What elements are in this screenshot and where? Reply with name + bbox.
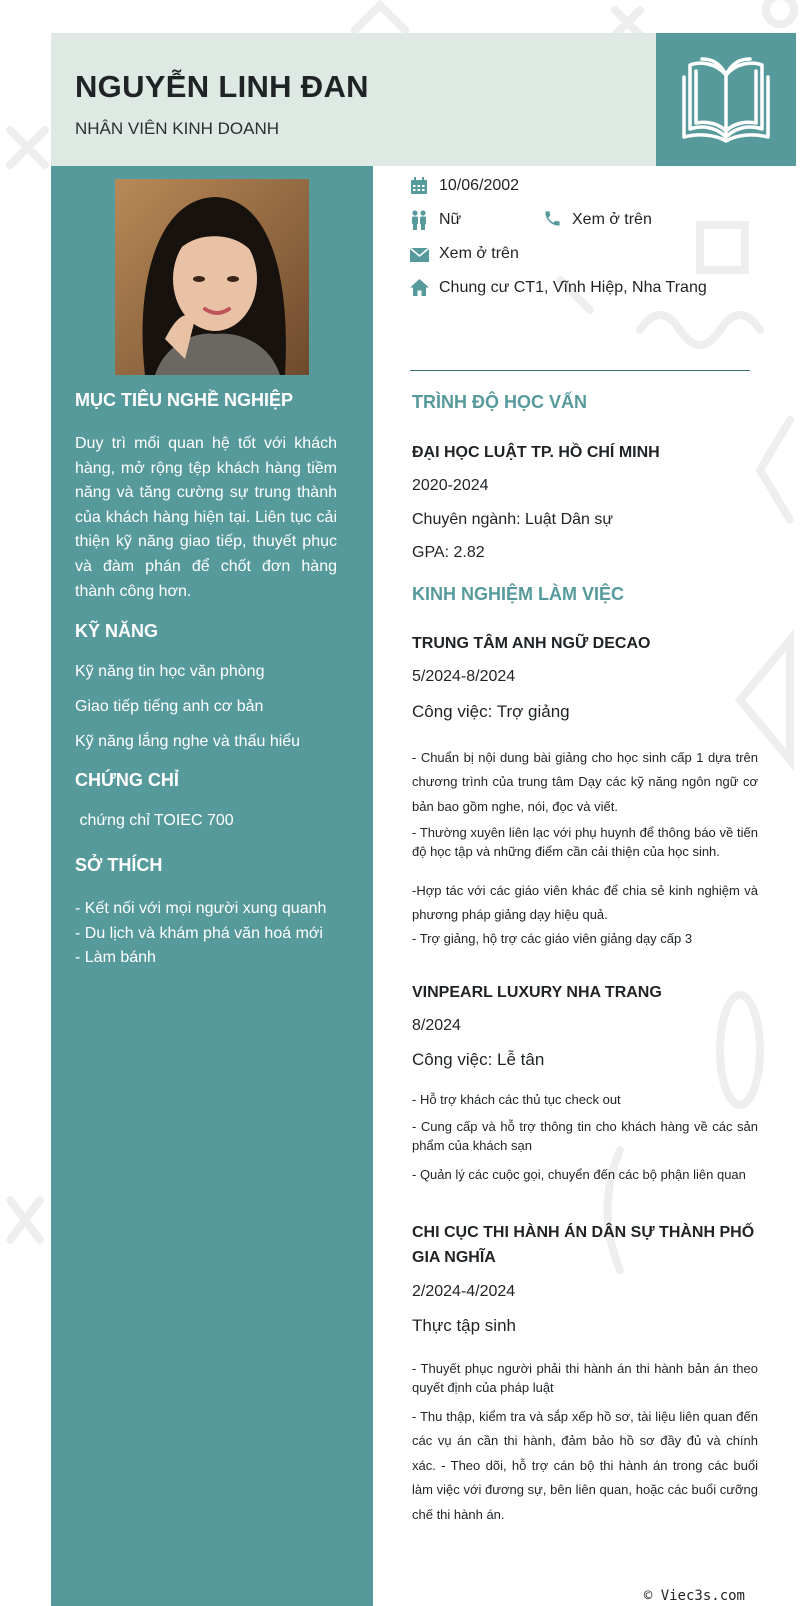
gender: Nữ (439, 211, 462, 228)
job-role: Thực tập sinh (412, 1316, 516, 1335)
job-duty: - Thuyết phục người phải thi hành án thi hành bản án theo quyết định của pháp luật (412, 1361, 758, 1395)
envelope-icon (410, 248, 429, 262)
calendar-icon (410, 177, 428, 195)
objective-heading: MỤC TIÊU NGHỀ NGHIỆP (75, 390, 294, 410)
book-icon-box (656, 33, 796, 166)
job-organization: VINPEARL LUXURY NHA TRANG (412, 984, 662, 1001)
contact-divider (410, 370, 750, 371)
hobbies-text: - Kết nối với mọi người xung quanh - Du lịch và khám phá văn hoá mới - Làm bánh (75, 900, 327, 967)
job-period: 8/2024 (412, 1017, 461, 1034)
job-duty: -Hợp tác với các giáo viên khác để chia sẻ kinh nghiệm và phương pháp giảng dạy hiệu quả. (412, 883, 758, 923)
education-heading: TRÌNH ĐỘ HỌC VẤN (412, 392, 587, 412)
skill-item: Giao tiếp tiếng anh cơ bản (75, 698, 264, 715)
hobbies-heading: SỞ THÍCH (75, 855, 163, 875)
watermark-footer: © Viec3s.com (643, 1588, 745, 1604)
job-organization: TRUNG TÂM ANH NGỮ DECAO (412, 635, 651, 652)
people-icon (410, 210, 428, 230)
education-major: Chuyên ngành: Luật Dân sự (412, 511, 614, 528)
certificates-heading: CHỨNG CHỈ (75, 770, 179, 790)
job-organization: CHI CỤC THI HÀNH ÁN DÂN SỰ THÀNH PHỐ GIA NGHĨA (412, 1224, 755, 1266)
certificate-item: chứng chỉ TOIEC 700 (75, 812, 234, 829)
job-role: Công việc: Trợ giảng (412, 702, 570, 721)
job-duty: - Cung cấp và hỗ trợ thông tin cho khách hàng về các sản phẩm của khách sạn (412, 1119, 758, 1153)
email-value: Xem ở trên (439, 245, 519, 262)
sidebar (51, 166, 373, 1606)
job-role: Công việc: Lễ tân (412, 1050, 545, 1069)
job-duty: - Trợ giảng, hộ trợ các giáo viên giảng dạy cấp 3 (412, 931, 693, 946)
job-period: 5/2024-8/2024 (412, 668, 516, 685)
education-years: 2020-2024 (412, 477, 489, 494)
job-duty: - Hỗ trợ khách các thủ tục check out (412, 1092, 621, 1107)
phone-icon (543, 209, 562, 228)
skill-item: Kỹ năng lắng nghe và thấu hiểu (75, 733, 301, 750)
skill-item: Kỹ năng tin học văn phòng (75, 663, 265, 680)
candidate-name: NGUYỄN LINH ĐAN (75, 69, 369, 104)
job-duty: - Chuẩn bị nội dung bài giảng cho học sinh cấp 1 dựa trên chương trình của trung tâm Dạy các kỹ năng ngôn ngữ cơ bản bao gồm nghe, nói, đọc và viết. (412, 750, 758, 814)
objective-text: Duy trì mối quan hệ tốt với khách hàng, mở rộng tệp khách hàng tiềm năng và tăng cường sự trung thành của khách hàng hiện tại. Liên tục cải thiện kỹ năng giao tiếp, thuyết phục và đàm phán để chốt đơn hàng thành công hơn. (75, 435, 337, 600)
job-duty: - Quản lý các cuộc gọi, chuyển đến các bộ phận liên quan (412, 1167, 746, 1182)
job-duty: - Thường xuyên liên lạc với phụ huynh để thông báo về tiến độ học tập và những điểm cần cải thiện của học sinh. (412, 825, 758, 859)
profile-photo (115, 179, 309, 375)
address-value: Chung cư CT1, Vĩnh Hiệp, Nha Trang (439, 279, 707, 296)
header-banner (51, 33, 656, 166)
phone-value: Xem ở trên (572, 211, 652, 228)
job-title: NHÂN VIÊN KINH DOANH (75, 119, 280, 138)
resume-page (51, 33, 796, 1606)
experience-heading: KINH NGHIỆM LÀM VIỆC (412, 584, 625, 604)
education-gpa: GPA: 2.82 (412, 544, 485, 561)
home-icon (410, 279, 429, 296)
main-column (373, 166, 796, 1606)
job-period: 2/2024-4/2024 (412, 1283, 516, 1300)
skills-heading: KỸ NĂNG (75, 621, 159, 641)
job-duty: - Thu thập, kiểm tra và sắp xếp hồ sơ, tài liệu liên quan đến các vụ án cần thi hành, đảm bảo hồ sơ đầy đủ và chính xác. - Theo dõi, hỗ trợ cán bộ thi hành án trong các buổi làm việc với đương sự, bên liên quan, hoặc các buổi cưỡng chế thi hành án. (412, 1409, 758, 1522)
birthday: 10/06/2002 (439, 177, 520, 194)
open-book-icon (680, 53, 772, 143)
school-name: ĐẠI HỌC LUẬT TP. HỒ CHÍ MINH (412, 444, 660, 461)
